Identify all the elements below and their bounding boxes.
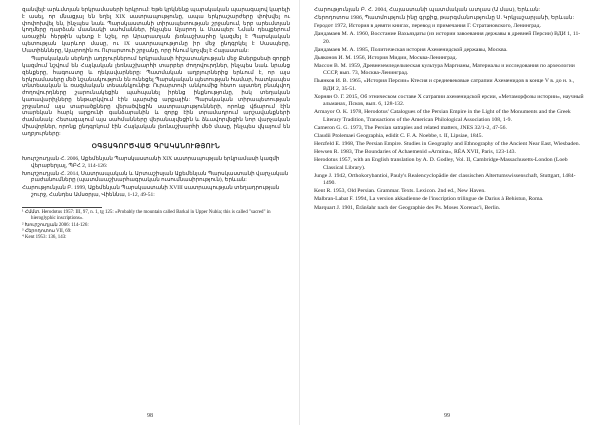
reference-entry: Геродот 1972, История в девяти книгах, перевод и примечания Г. Стратановского, Ленинград. <box>314 23 541 30</box>
reference-entry: Armayor O. K. 1978, Herodotus' Catalogues of the Persian Empire in the Light of the Monuments and the Greek Literary Tradition, Transactions of the American Philological Association 108, 1-9. <box>314 109 571 123</box>
reference-entry: Malbran-Labat F. 1994, La version akkadienne de l'inscription trilingue de Darius à Behistun, Roma. <box>314 196 544 203</box>
page-number: 99 <box>444 413 450 419</box>
reference-entry: Claudii Ptolemaei Geographia, edidit C. F. A. Noebbe, t. II, Lipsiae, 1845. <box>314 133 483 140</box>
reference-entry: Cameron G. G. 1973, The Persian satrapies and related matters, JNES 32/1-2, 47-56. <box>314 124 507 131</box>
reference-entry: Հարությունյան Բ. 1999, Աքեմենյան Պարսկաստանի XVIII սատրապության տեղադրության շուրջ, Հանդես Ամսօրյա, Վիեննա, 1-12, 49-51: <box>22 184 280 198</box>
reference-entry: Junge J. 1942, Orthokorybantioi, Pauly's Realencyclopädie der classischen Altertumswissenschaft, Stuttgart, 1484-1490. <box>314 172 576 187</box>
reference-entry: Массон В. М. 1959, Древнеземледельческая культура Маргианы, Материалы и исследования по археологии СССР, вып. 73, Москва-Ленинград. <box>314 62 575 77</box>
reference-entry: Herzfeld E. 1968, The Persian Empire. Studies in Geography and Ethnography of the Ancient Near East, Wiesbaden. <box>314 141 581 148</box>
footnote: ¹ Հմմտ. Herodotus 1957: III, 97, n. 1, tg 125: «Probably the mountain called Barkal in Upper Nubia; this is called "sacred" in hieroglyphic inscriptions». <box>22 210 271 222</box>
reference-entry: Hewsen R. 1983, The Boundaries of Achaemenid «Armina», RÉA XVII, Paris, 123-143. <box>314 149 516 156</box>
footnote-divider <box>22 207 102 208</box>
page-number: 98 <box>147 413 153 419</box>
right-page <box>300 0 600 425</box>
reference-entry: Խուրշուդյան Հ. 2014, Սատրապական և Արտաշիսյան Աքեմենյան Պարսկաստանի վարչական բաժանումները (պատմաաշխարհագրական ուսումնասիրություն), Երևան: <box>22 170 289 184</box>
footnote: ⁴ Kent 1953: 136, 143: <box>22 234 67 240</box>
reference-entry: Дандамаев М. А. 1960, Восстание Вахьяздаты (из истории завоевания державы в древней Персии) ВДИ 1, 11-20. <box>314 31 581 45</box>
reference-entry: Хорнян О. Г. 2015, Об этническом составе X сатрапии ахеменидской ерсии, «Метаморфозы истории», научный альманах, Псков, вып. 6, 128-132. <box>314 93 584 108</box>
reference-list <box>22 156 290 198</box>
reference-entry: Marquart J. 1901, Ērānšahr nach der Geographie des Ps. Moses Xorenac'i, Berlin. <box>314 204 501 211</box>
reference-entry: Дьяконов И. М. 1956, История Мидии, Москва-Ленинград. <box>314 54 457 61</box>
reference-entry: Kent R. 1953, Old Persian. Grammar. Texts. Lexicon. 2nd ed., New Haven. <box>314 188 486 195</box>
body-paragraph: զանվելէ արևմտյան երկրամասերի երկրում: Եթե կրկնենք պարսկական պարագայով կարելի է ասել, որ մնացյալ են եղել XIX սատրապությունը, ապա երկրաշարժերը փոխվել ու փոփոխվել են, ինչպես նաև Պարսկաստանի տիրապետության շրջանում, երբ արեւմտյան կողմերը դարձան մասնակի սահմաններ, ինչպես Ալարոդ և Սասպեր: Նման դեպքերում առաջին հերթին պետք է նշել, որ Արարատյան լեռնաշխարհը կազմել է Պարսկական պետության կարևոր մասը, ու IX սատրապությունը իր մեջ ընդգրկել է Սասպերը, Մատիենները, Ալարոդին ու Ուրարտուի շրջանը, որը հնում կոչվել է Հայաստան: <box>22 7 290 54</box>
reference-entry: Пьянков И. В. 1965, «История Персии» Ктесия и средневековые сатрапии Ахеменидов в конце V в. до н. э., ВДИ 2, 35-51. <box>314 78 575 92</box>
footnote: ² Խուրշուդյան 2006: 114-126: <box>22 222 89 228</box>
body-paragraph: Պարսկական սերնդի աղբյուրներում երկրամասի հիշատակության մեջ Քսերքսեսի զորքի կազմում նշվում են Հայկական լեռնաշխարհի տարբեր ժողովուրդներ, ինչպես նաև նրանց զենքերը, հագուստը և ղեկավարները: Պատմական աղբյուրներից երևում է, որ այս երկրամասերը մեծ նշանակություն են ունեցել Պարսկական պետության համար, հատկապես տնտեսական և ռազմական տեսանկյունից: Ուրարտուի անկումից հետո այստեղ բնակվող ժողովուրդները շարունակեցին պահպանել իրենց ինքնությունը, իսկ տեղական կառավարիչները ենթարկվում էին պարսից արքային: Պարսկական տիրապետության շրջանում այս տարածքները վերածվեցին սատրապությունների, որոնք վճարում էին տարեկան հարկ արքունի գանձարանին և զորք էին տրամադրում արշավանքների ժամանակ: Հետագայում այս սահմանները վերանայվեցին և ձևավորվեցին նոր վարչական միավորներ, որոնք ընդգրկում էին Հայկական լեռնաշխարհի մեծ մասը, ինչպես վկայում են աղբյուրները: <box>22 56 290 137</box>
footnote: ³ Հերոդոտոս VII, 69: <box>22 228 72 234</box>
reference-entry: Herodotus 1957, with an English translation by A. D. Godley, Vol. II, Cambridge-Massachusetts-London (Loeb Classical Library). <box>314 157 568 171</box>
reference-entry: Հերոդոտոս 1986, Պատմություն ինը գրքից, թարգմանությունը Ս. Կրկյաշարյանի, Երևան: <box>314 15 575 22</box>
reference-entry: Հարությունյան Բ. Հ. 2004, Հայաստանի պատմական ատլաս (Ա մաս), Երևան: <box>314 7 541 13</box>
reference-list <box>314 7 586 212</box>
reference-entry: Խուրշուդյան Հ. 2006, Աքեմենյան Պարսկաստանի XIX սատրապության երկրամասի կազմի վերաբերյալ, ՊԲՀ 2, 114-126: <box>22 156 280 169</box>
footnote-list <box>22 210 290 240</box>
reference-entry: Дандамаев М. А. 1985, Политическая история Ахеменидской державы, Москва. <box>314 46 508 53</box>
section-heading: ՕԳՏԱԳՈՐԾՎԱԾ ԳՐԱԿԱՆՈՒԹՅՈՒՆ <box>91 143 221 151</box>
